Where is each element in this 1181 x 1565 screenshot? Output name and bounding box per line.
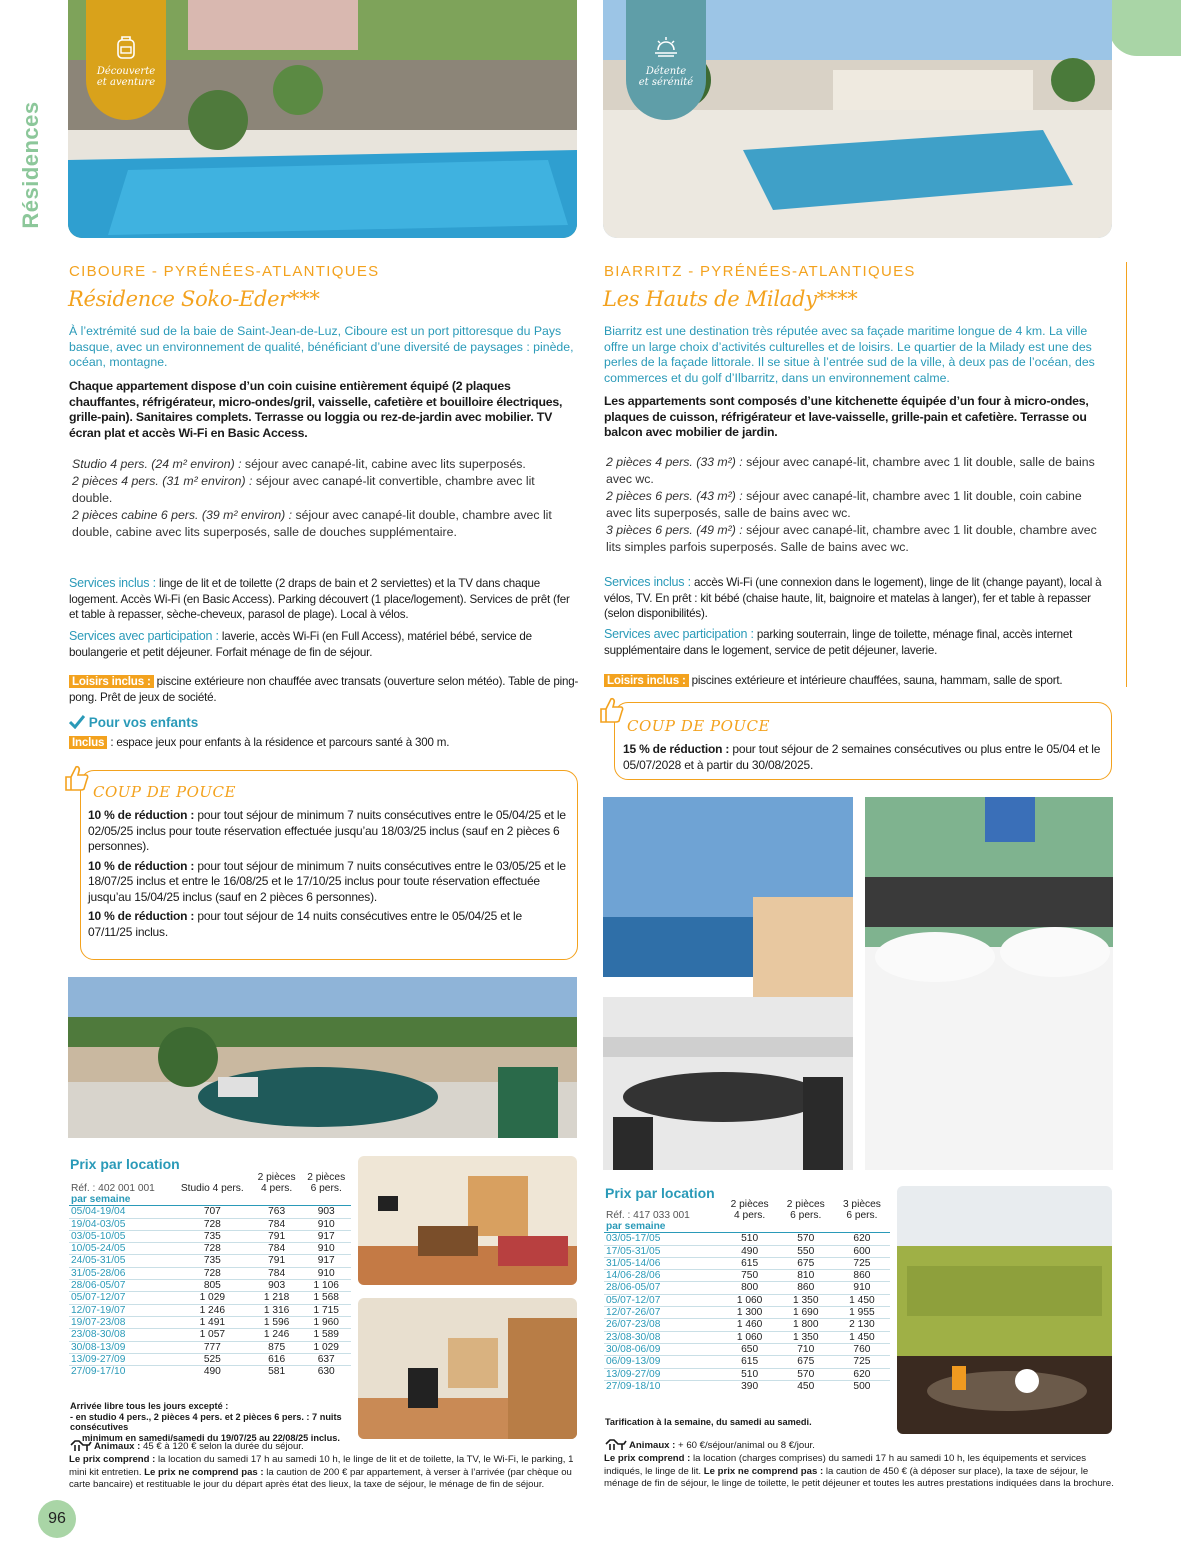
intro-text: Biarritz est une destination très réputée avec sa façade maritime longue de 4 km. La ville offre un large choix d’activités culturelles et de loisirs. Le quartier de la Milady est une des perles de la façade littorale. Il se situe à l’entrée sud de la ville, à deux pas de l’océan, des commerces et du golf d’Ilbarritz, dans un environnement calme. xyxy=(604,324,1095,385)
stairs-photo xyxy=(358,1298,577,1439)
apartment-item: 3 pièces 6 pers. (49 m²) : séjour avec canapé-lit, chambre avec 1 lit double, chambre avec lits simples parfois superposés. Salle de bains avec wc. xyxy=(606,523,1097,554)
dog-icon xyxy=(69,1437,93,1453)
table-row: 12/07-26/07 1 300 1 690 1 955 xyxy=(604,1307,890,1319)
table-row: 05/07-12/07 1 029 1 218 1 568 xyxy=(69,1292,351,1304)
balcony-breakfast-photo xyxy=(68,977,577,1138)
animals-line: Animaux : 45 € à 120 € selon la durée du séjour. xyxy=(94,1441,304,1452)
intro-text: À l’extrémité sud de la baie de Saint-Jean-de-Luz, Ciboure est un port pittoresque du Pays basque, avec un environnement de qualité, bénéficiant d’une diversité de paysages : pinède, océan, montagne. xyxy=(69,324,574,369)
living-room-photo xyxy=(358,1156,577,1285)
table-row: 30/08-13/09 777 875 1 029 xyxy=(69,1341,351,1353)
badge-line2: et aventure xyxy=(96,77,156,88)
sunset-icon xyxy=(653,34,679,60)
region-heading: CIBOURE - PYRÉNÉES-ATLANTIQUES xyxy=(69,263,380,280)
table-row: 13/09-27/09 525 616 637 xyxy=(69,1353,351,1365)
table-row: 30/08-06/09 650 710 760 xyxy=(604,1343,890,1355)
price-includes: Le prix comprend : la location (charges comprises) du samedi 17 h au samedi 10 h, les équipements et services indiqués, le linge de lit. Le prix ne comprend pas : la caution de 450 € (à déposer sur place), la taxe de séjour, le ménage de fin de séjour, le linge de toilette, le petit déjeuner et toutes les autres prestations indiquées dans la brochure. xyxy=(604,1453,1114,1489)
table-row: 23/08-30/08 1 057 1 246 1 589 xyxy=(69,1329,351,1341)
offer-item: 10 % de réduction : pour tout séjour de minimum 7 nuits consécutives entre le 05/04/25 et le 02/05/25 inclus pour toute réservation effectuée jusqu’au 18/03/25 inclus (sauf en 2 pièces 6 personnes). xyxy=(88,808,566,853)
sea-view-terrace-photo xyxy=(603,797,853,1170)
ref-label: Réf. : 417 033 001 xyxy=(606,1210,690,1221)
discovery-badge xyxy=(86,0,166,120)
table-row: 05/07-12/07 1 060 1 350 1 450 xyxy=(604,1294,890,1306)
table-row: 06/09-13/09 615 675 725 xyxy=(604,1356,890,1368)
apartment-item: 2 pièces cabine 6 pers. (39 m² environ) : séjour avec canapé-lit double, chambre avec lit double, cabine avec lits superposés, salle de douches supplémentaire. xyxy=(72,508,552,539)
pricing-note: Tarification à la semaine, du samedi au samedi. xyxy=(605,1417,812,1427)
apartment-item: 2 pièces 4 pers. (33 m²) : séjour avec canapé-lit, chambre avec 1 lit double, salle de bains avec wc. xyxy=(606,455,1095,486)
enfants-text: Inclus : espace jeux pour enfants à la résidence et parcours santé à 300 m. xyxy=(69,735,579,751)
thumbs-up-icon xyxy=(62,763,90,793)
sofa-breakfast-photo xyxy=(897,1186,1112,1434)
arrival-note: Arrivée libre tous les jours excepté : - en studio 4 pers., 2 pièces 4 pers. et 2 pièces 6 pers. : 7 nuits consécutives minimum en samedi/samedi du 19/07/25 au 22/08/25 inclus. xyxy=(70,1401,342,1443)
description-text: Les appartements sont composés d’une kitchenette équipée d’un four à micro-ondes, plaques de cuisson, réfrigérateur et lave-vaisselle, grille-pain et cafetière. Terrasse ou balcon avec mobilier de jardin. xyxy=(604,394,1089,439)
price-title: Prix par location xyxy=(605,1185,715,1201)
price-table xyxy=(604,1199,890,1392)
column-rule xyxy=(1126,262,1127,687)
col-header: Studio 4 pers. xyxy=(180,1183,244,1194)
apartment-list xyxy=(72,456,572,541)
corner-tab xyxy=(1109,0,1181,56)
coup-de-pouce-title: COUP DE POUCE xyxy=(93,783,236,801)
price-title: Prix par location xyxy=(70,1156,180,1172)
table-row: 27/09-17/10 490 581 630 xyxy=(69,1366,351,1378)
apartment-item: 2 pièces 6 pers. (43 m²) : séjour avec canapé-lit, chambre avec 1 lit double, coin cabine avec lits superposés, salle de bains avec wc. xyxy=(606,489,1082,520)
ref-label: Réf. : 402 001 001 xyxy=(71,1183,155,1194)
table-row: 05/04-19/04 707 763 903 xyxy=(69,1206,351,1218)
table-row: 14/06-28/06 750 810 860 xyxy=(604,1270,890,1282)
badge-line2: et sérénité xyxy=(638,77,694,88)
loisirs-inclus: Loisirs inclus : piscines extérieure et intérieure chauffées, sauna, hammam, salle de sport. xyxy=(604,673,1114,689)
table-row: 03/05-17/05 510 570 620 xyxy=(604,1233,890,1245)
table-row: 19/07-23/08 1 491 1 596 1 960 xyxy=(69,1316,351,1328)
badge-line1: Découverte xyxy=(96,66,156,77)
relaxation-badge xyxy=(626,0,706,120)
apartment-item: 2 pièces 4 pers. (31 m² environ) : séjour avec canapé-lit convertible, chambre avec lit double. xyxy=(72,474,535,505)
badge-line1: Détente xyxy=(645,66,687,77)
table-row: 03/05-10/05 735 791 917 xyxy=(69,1230,351,1242)
table-row: 13/09-27/09 510 570 620 xyxy=(604,1368,890,1380)
animals-line: Animaux : + 60 €/séjour/animal ou 8 €/jour. xyxy=(629,1440,815,1451)
price-table xyxy=(69,1172,351,1377)
services-participation: Services avec participation : parking souterrain, linge de toilette, ménage final, accès internet supplémentaire dans le logement, service de petit déjeuner, laverie. xyxy=(604,627,1073,657)
bedroom-photo xyxy=(865,797,1113,1170)
region-heading: BIARRITZ - PYRÉNÉES-ATLANTIQUES xyxy=(604,263,916,280)
col-header: 3 pièces 6 pers. xyxy=(842,1199,881,1221)
table-row: 31/05-28/06 728 784 910 xyxy=(69,1267,351,1279)
page-number: 96 xyxy=(38,1500,76,1538)
residence-title: Résidence Soko-Eder*** xyxy=(68,287,320,311)
col-header: 2 pièces 4 pers. xyxy=(257,1172,296,1194)
offer-list xyxy=(623,742,1103,777)
services-participation: Services avec participation : laverie, accès Wi-Fi (en Full Access), matériel bébé, service de boulangerie et petit déjeuner. Forfait ménage de fin de séjour. xyxy=(69,629,532,659)
offer-list xyxy=(88,808,566,944)
table-row: 23/08-30/08 1 060 1 350 1 450 xyxy=(604,1331,890,1343)
table-row: 28/06-05/07 800 860 910 xyxy=(604,1282,890,1294)
table-row: 10/05-24/05 728 784 910 xyxy=(69,1243,351,1255)
offer-item: 10 % de réduction : pour tout séjour de minimum 7 nuits consécutives entre le 03/05/25 et le 18/07/25 inclus et entre le 16/08/25 et le 17/10/25 inclus pour toute réservation effectuée jusqu’au 15/04/25 inclus (sauf en 2 pièces 6 personnes). xyxy=(88,858,566,904)
services-inclus: Services inclus : linge de lit et de toilette (2 draps de bain et 2 serviettes) et la TV dans chaque logement. Accès Wi-Fi (en Basic Access). Parking découvert (1 place/logement). Services de prêt (fer et table à repasser, sèche-cheveux, parasol de plage). Local à vélos. xyxy=(69,576,570,621)
table-row: 26/07-23/08 1 460 1 800 2 130 xyxy=(604,1319,890,1331)
offer-item: 10 % de réduction : pour tout séjour de 14 nuits consécutives entre le 05/04/25 et le 07/11/25 inclus. xyxy=(88,909,522,939)
table-row: 28/06-05/07 805 903 1 106 xyxy=(69,1280,351,1292)
loisirs-inclus: Loisirs inclus : piscine extérieure non chauffée avec transats (ouverture selon météo). Table de ping-pong. Prêt de jeux de société. xyxy=(69,675,579,704)
apartment-item: Studio 4 pers. (24 m² environ) : séjour avec canapé-lit, cabine avec lits superposés. xyxy=(72,457,526,471)
table-row: 17/05-31/05 490 550 600 xyxy=(604,1245,890,1257)
col-header: 2 pièces 6 pers. xyxy=(786,1199,825,1221)
table-row: 27/09-18/10 390 450 500 xyxy=(604,1380,890,1392)
services-inclus: Services inclus : accès Wi-Fi (une connexion dans le logement), linge de lit (change payant), local à vélos, TV. En prêt : kit bébé (chaise haute, lit, baignoire et matelas à langer), fer et table à repasser (selon disponibilités). xyxy=(604,575,1102,620)
residence-title: Les Hauts de Milady**** xyxy=(603,287,858,311)
coup-de-pouce-title: COUP DE POUCE xyxy=(627,717,770,735)
price-includes: Le prix comprend : la location du samedi 17 h au samedi 10 h, le linge de lit et de toilette, la TV, le Wi-Fi, le parking, 1 mini kit entretien. Le prix ne comprend pas : la caution de 200 € par appartement, à verser à l’arrivée (par chèque ou carte bancaire) et restituable le jour du départ après état des lieux, la taxe de séjour, le ménage de fin de séjour. xyxy=(69,1454,574,1490)
table-row: 12/07-19/07 1 246 1 316 1 715 xyxy=(69,1304,351,1316)
col-header: 2 pièces 4 pers. xyxy=(730,1199,769,1221)
per-week-label: par semaine xyxy=(604,1221,890,1233)
table-row: 24/05-31/05 735 791 917 xyxy=(69,1255,351,1267)
checkmark-icon xyxy=(69,715,85,729)
apartment-list xyxy=(606,454,1111,556)
thumbs-up-icon xyxy=(597,695,625,725)
col-header: 2 pièces 6 pers. xyxy=(307,1172,346,1194)
table-row: 19/04-03/05 728 784 910 xyxy=(69,1218,351,1230)
enfants-heading: Pour vos enfants xyxy=(69,715,198,730)
section-label: Résidences xyxy=(18,101,43,229)
description-text: Chaque appartement dispose d’un coin cuisine entièrement équipé (2 plaques chauffantes, réfrigérateur, micro-ondes/gril, vaisselle, cafetière et bouilloire électriques, grille-pain). Sanitaires complets. Terrasse ou loggia ou rez-de-jardin avec mobilier. TV écran plat et accès Wi-Fi en Basic Access. xyxy=(69,379,563,440)
backpack-icon xyxy=(113,34,139,60)
table-row: 31/05-14/06 615 675 725 xyxy=(604,1257,890,1269)
offer-item: 15 % de réduction : pour tout séjour de 2 semaines consécutives ou plus entre le 05/04 et le 05/07/2028 et à partir du 30/08/2025. xyxy=(623,742,1101,772)
per-week-label: par semaine xyxy=(69,1194,351,1206)
dog-icon xyxy=(604,1436,628,1452)
